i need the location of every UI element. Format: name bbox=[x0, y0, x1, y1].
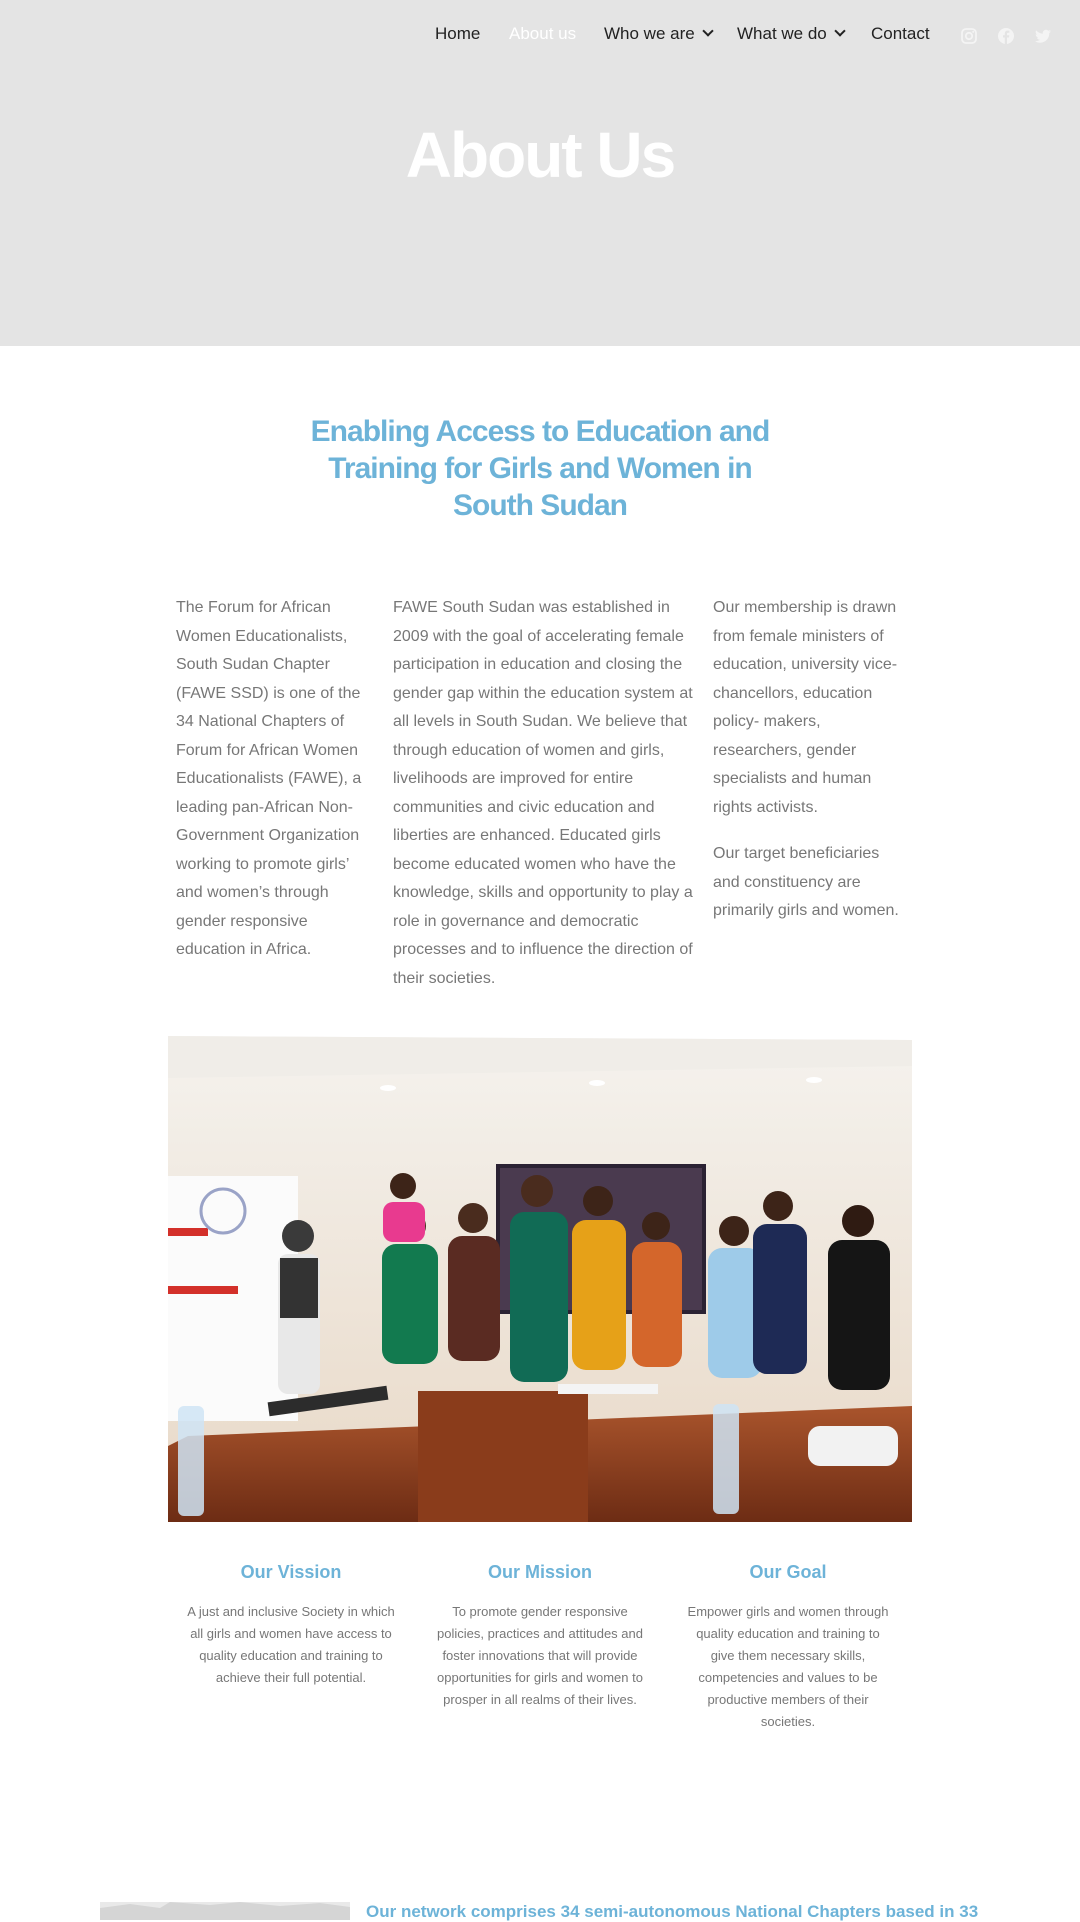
map-illustration bbox=[100, 1902, 350, 1920]
facebook-icon[interactable] bbox=[997, 27, 1015, 45]
vision-title: Our Vission bbox=[240, 1562, 342, 1582]
nav-what-we-do[interactable] bbox=[737, 24, 844, 44]
vision-text: A just and inclusive Society in which all girls and women have access to quality education and training to achieve their full potential. bbox=[187, 1604, 395, 1685]
nav-about-us[interactable]: About us bbox=[509, 24, 577, 43]
page-title: About Us bbox=[405, 119, 675, 191]
vision-card bbox=[186, 1562, 396, 1689]
mission-text: To promote gender responsive policies, practices and attitudes and foster innovations that will provide opportunities for girls and women to prosper in all realms of their lives. bbox=[437, 1604, 643, 1707]
nav-contact[interactable]: Contact bbox=[871, 24, 930, 43]
mission-card bbox=[435, 1562, 645, 1711]
goal-text: Empower girls and women through quality education and training to give them necessary skills, competencies and values to be productive members of their societies. bbox=[687, 1604, 889, 1729]
instagram-icon[interactable] bbox=[960, 27, 978, 45]
intro-paragraph: The Forum for African Women Educationalists, South Sudan Chapter (FAWE SSD) is one of the 34 National Chapters of Forum for African Women Educationalists (FAWE), a leading pan-African Non-Government Organization working to promote girls’ and women’s through gender responsive education in Africa. bbox=[176, 599, 362, 958]
chevron-down-icon bbox=[702, 25, 713, 36]
intro-column-3 bbox=[713, 594, 908, 944]
group-photo bbox=[168, 1026, 912, 1522]
mission-title: Our Mission bbox=[487, 1562, 592, 1582]
nav-who-we-are-label: Who we are bbox=[604, 24, 695, 43]
nav-who-we-are[interactable] bbox=[604, 24, 712, 44]
intro-paragraph: FAWE South Sudan was established in 2009 with the goal of accelerating female participation in education and closing the gender gap within the education system at all levels in South Sudan. We believe that through education of women and girls, livelihoods are improved for entire communities and civic education and liberties are enhanced. Educated girls become educated women who have the knowledge, skills and opportunity to play a role in governance and democratic processes and to influence the direction of their societies. bbox=[393, 599, 693, 987]
membership-paragraph: Our membership is drawn from female ministers of education, university vice-chancellors, education policy- makers, researchers, gender specialists and human rights activists. bbox=[713, 599, 898, 816]
nav-what-we-do-label: What we do bbox=[737, 24, 827, 43]
network-heading: Our network comprises 34 semi-autonomous National Chapters based in 33 bbox=[366, 1902, 979, 1921]
goal-card bbox=[683, 1562, 893, 1733]
chevron-down-icon bbox=[834, 25, 845, 36]
group-photo-illustration bbox=[168, 1026, 912, 1522]
intro-headline: Enabling Access to Education and Training for Girls and Women in South Sudan bbox=[310, 415, 770, 522]
beneficiaries-paragraph: Our target beneficiaries and constituency are primarily girls and women. bbox=[713, 845, 899, 919]
main-navigation bbox=[0, 24, 1080, 50]
intro-column-2 bbox=[393, 594, 693, 1011]
nav-home[interactable]: Home bbox=[435, 24, 481, 43]
goal-title: Our Goal bbox=[749, 1562, 827, 1582]
twitter-icon[interactable] bbox=[1034, 27, 1052, 45]
network-map-image bbox=[100, 1902, 350, 1920]
intro-column-1 bbox=[176, 594, 376, 983]
hero-banner bbox=[0, 0, 1080, 346]
